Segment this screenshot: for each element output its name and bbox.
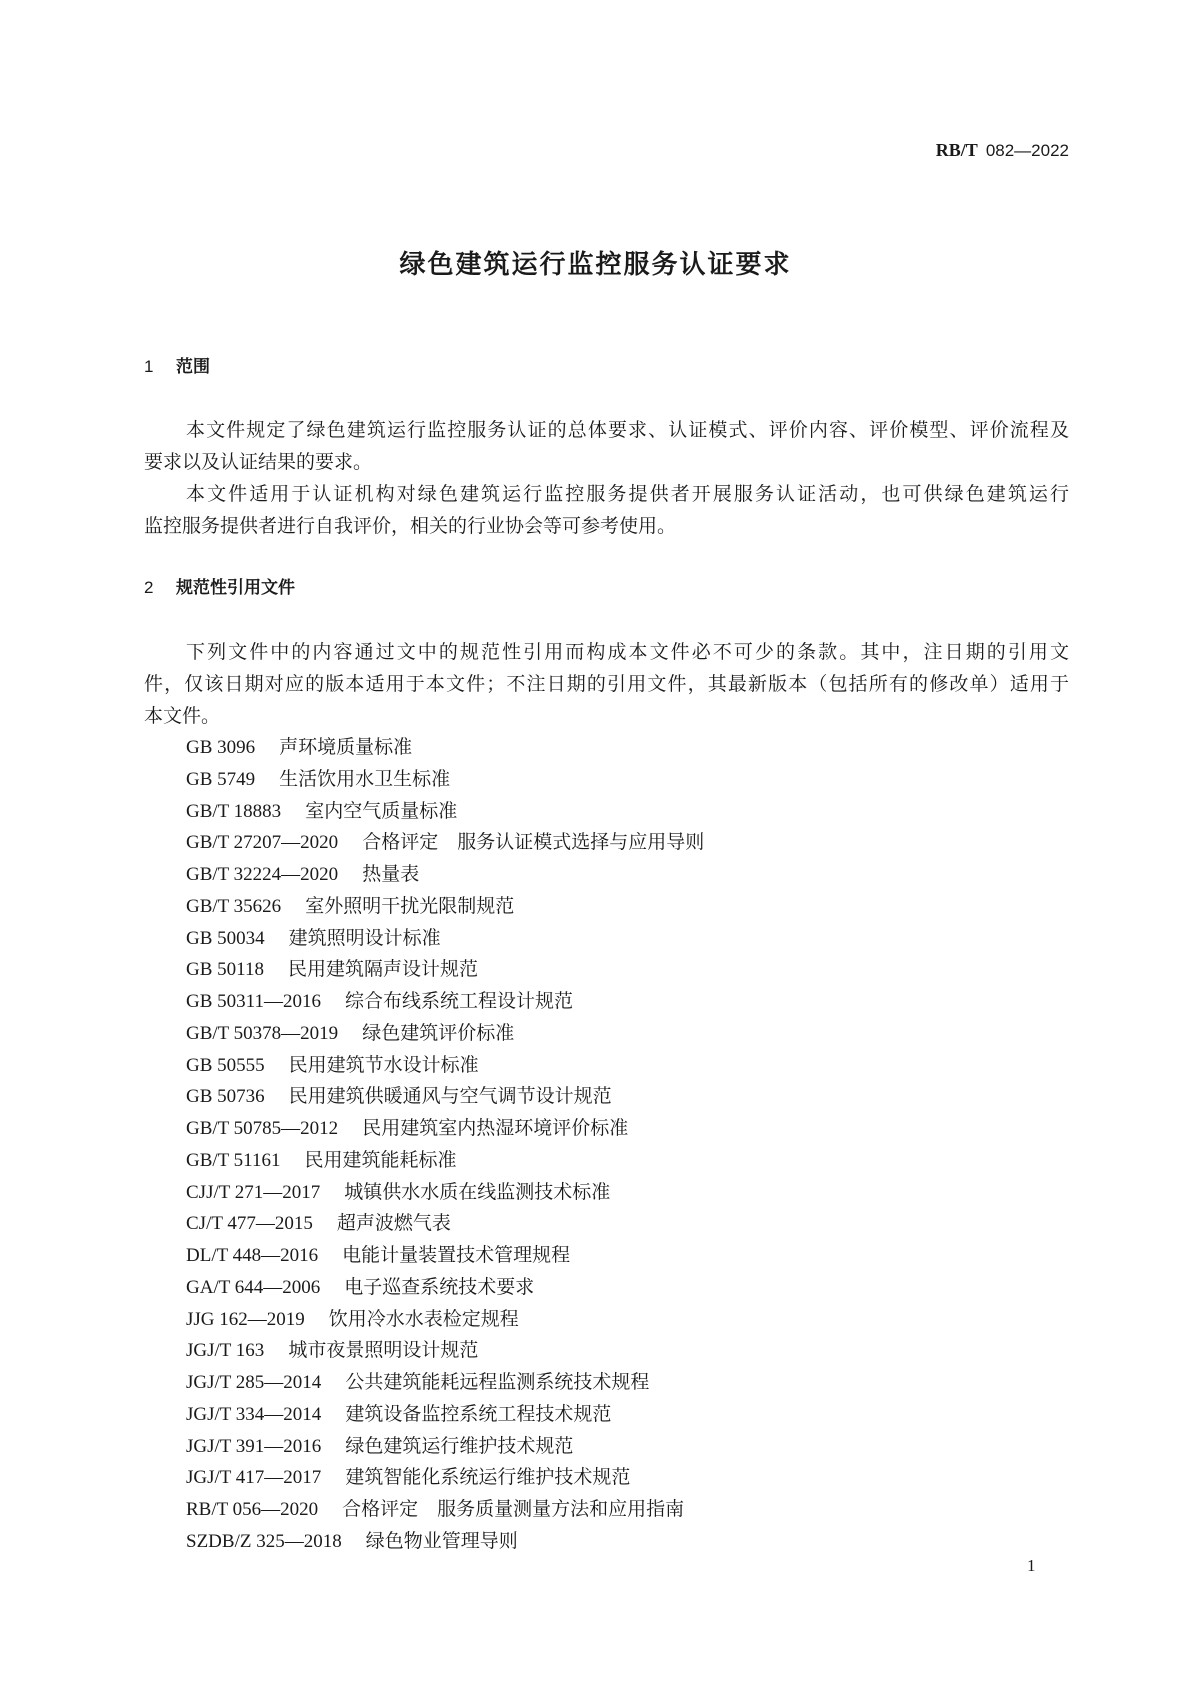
reference-item xyxy=(186,795,457,828)
reference-item xyxy=(186,1176,610,1209)
section-heading xyxy=(144,573,295,598)
reference-title: 绿色建筑评价标准 xyxy=(362,1021,515,1044)
reference-code: CJJ/T 271—2017 xyxy=(186,1181,321,1203)
reference-item xyxy=(186,1239,570,1272)
reference-item xyxy=(186,1017,514,1050)
reference-title: 民用建筑供暖通风与空气调节设计规范 xyxy=(288,1085,612,1108)
reference-code: GB/T 51161 xyxy=(186,1149,281,1171)
reference-title: 室外照明干扰光限制规范 xyxy=(305,894,515,917)
reference-title: 生活饮用水卫生标准 xyxy=(279,767,451,790)
reference-code: GB/T 50785—2012 xyxy=(186,1118,339,1139)
reference-item xyxy=(186,922,441,955)
reference-code: GB/T 50378—2019 xyxy=(186,1022,339,1044)
reference-code: JJG 162—2019 xyxy=(186,1308,305,1330)
page-title: 绿色建筑运行监控服务认证要求 xyxy=(399,250,792,280)
reference-item xyxy=(186,1144,457,1177)
document-code: 082—2022 xyxy=(985,141,1069,160)
reference-code: JGJ/T 334—2014 xyxy=(186,1403,322,1425)
reference-title: 建筑智能化系统运行维护技术规范 xyxy=(345,1466,631,1489)
section-heading xyxy=(144,352,210,377)
paragraph-line: 本文件适用于认证机构对绿色建筑运行监控服务提供者开展服务认证活动，也可供绿色建筑运行 xyxy=(186,483,1069,505)
document-number xyxy=(936,140,1069,161)
section-number: 1 xyxy=(144,357,154,376)
reference-item xyxy=(186,1430,573,1463)
reference-code: GB 50311—2016 xyxy=(186,991,321,1012)
paragraph-line: 本文件。 xyxy=(144,704,221,727)
section-number: 2 xyxy=(144,578,154,597)
reference-item xyxy=(186,731,412,764)
reference-code: GB/T 35626 xyxy=(186,895,282,917)
reference-code: GB 50118 xyxy=(186,959,264,981)
reference-item xyxy=(186,858,419,891)
reference-title: 城市夜景照明设计规范 xyxy=(288,1339,479,1362)
reference-title: 绿色建筑运行维护技术规范 xyxy=(345,1434,574,1457)
reference-item xyxy=(186,1303,519,1336)
reference-code: GB/T 32224—2020 xyxy=(186,864,339,885)
reference-code: JGJ/T 391—2016 xyxy=(186,1435,322,1457)
reference-item xyxy=(186,1525,518,1558)
reference-code: JGJ/T 163 xyxy=(186,1340,265,1362)
reference-title: 建筑照明设计标准 xyxy=(288,926,441,949)
reference-code: GB 3096 xyxy=(186,737,256,758)
reference-title: 声环境质量标准 xyxy=(279,736,413,758)
reference-title: 超声波燃气表 xyxy=(336,1212,451,1235)
reference-code: SZDB/Z 325—2018 xyxy=(186,1530,342,1552)
reference-item xyxy=(186,890,514,923)
reference-item xyxy=(186,1493,684,1526)
document-prefix: RB/T xyxy=(935,140,978,160)
reference-item xyxy=(186,1398,611,1431)
reference-item xyxy=(186,826,704,859)
reference-item xyxy=(186,1112,628,1145)
reference-title: 热量表 xyxy=(362,863,420,885)
reference-code: GB/T 27207—2020 xyxy=(186,832,339,854)
paragraph-line: 件，仅该日期对应的版本适用于本文件；不注日期的引用文件，其最新版本（包括所有的修改单）适用于 xyxy=(144,672,1069,695)
reference-item xyxy=(186,1271,534,1304)
reference-code: RB/T 056—2020 xyxy=(186,1499,319,1520)
reference-title: 民用建筑节水设计标准 xyxy=(288,1053,479,1076)
page-number: 1 xyxy=(1027,1556,1036,1575)
reference-code: GB 5749 xyxy=(186,768,256,790)
reference-title: 合格评定 服务质量测量方法和应用指南 xyxy=(342,1498,685,1520)
reference-title: 电能计量装置技术管理规程 xyxy=(342,1244,571,1266)
reference-title: 民用建筑能耗标准 xyxy=(304,1148,457,1171)
reference-code: GB 50555 xyxy=(186,1054,265,1076)
reference-item xyxy=(186,1366,649,1399)
reference-item xyxy=(186,1080,612,1113)
reference-code: GB 50034 xyxy=(186,927,265,949)
reference-item xyxy=(186,953,478,986)
paragraph-line: 监控服务提供者进行自我评价，相关的行业协会等可参考使用。 xyxy=(144,514,677,537)
reference-item xyxy=(186,763,450,796)
reference-code: JGJ/T 417—2017 xyxy=(186,1467,322,1489)
reference-code: JGJ/T 285—2014 xyxy=(186,1372,322,1393)
reference-title: 公共建筑能耗远程监测系统技术规程 xyxy=(345,1371,650,1393)
paragraph-line: 下列文件中的内容通过文中的规范性引用而构成本文件必不可少的条款。其中，注日期的引用文 xyxy=(186,641,1069,663)
section-title: 范围 xyxy=(176,357,210,377)
reference-code: DL/T 448—2016 xyxy=(186,1245,319,1266)
reference-item xyxy=(186,1461,630,1494)
reference-title: 民用建筑室内热湿环境评价标准 xyxy=(362,1117,629,1139)
reference-code: GA/T 644—2006 xyxy=(186,1276,321,1298)
reference-code: GB 50736 xyxy=(186,1086,265,1108)
reference-title: 民用建筑隔声设计规范 xyxy=(287,958,478,981)
reference-title: 电子巡查系统技术要求 xyxy=(344,1275,535,1298)
reference-title: 综合布线系统工程设计规范 xyxy=(344,990,573,1012)
reference-item xyxy=(186,1334,478,1367)
reference-code: CJ/T 477—2015 xyxy=(186,1213,313,1235)
reference-code: GB/T 18883 xyxy=(186,800,282,822)
paragraph-line: 本文件规定了绿色建筑运行监控服务认证的总体要求、认证模式、评价内容、评价模型、评价流程及 xyxy=(186,419,1069,441)
paragraph-line: 要求以及认证结果的要求。 xyxy=(144,450,373,473)
reference-item xyxy=(186,1207,451,1240)
reference-item xyxy=(186,1049,479,1082)
reference-title: 室内空气质量标准 xyxy=(305,799,458,822)
section-title: 规范性引用文件 xyxy=(176,578,295,598)
reference-title: 绿色物业管理导则 xyxy=(365,1529,518,1552)
reference-title: 建筑设备监控系统工程技术规范 xyxy=(345,1402,612,1425)
reference-title: 合格评定 服务认证模式选择与应用导则 xyxy=(362,831,705,854)
reference-title: 饮用冷水水表检定规程 xyxy=(328,1307,519,1330)
reference-item xyxy=(186,985,573,1018)
reference-title: 城镇供水水质在线监测技术标准 xyxy=(344,1180,611,1203)
